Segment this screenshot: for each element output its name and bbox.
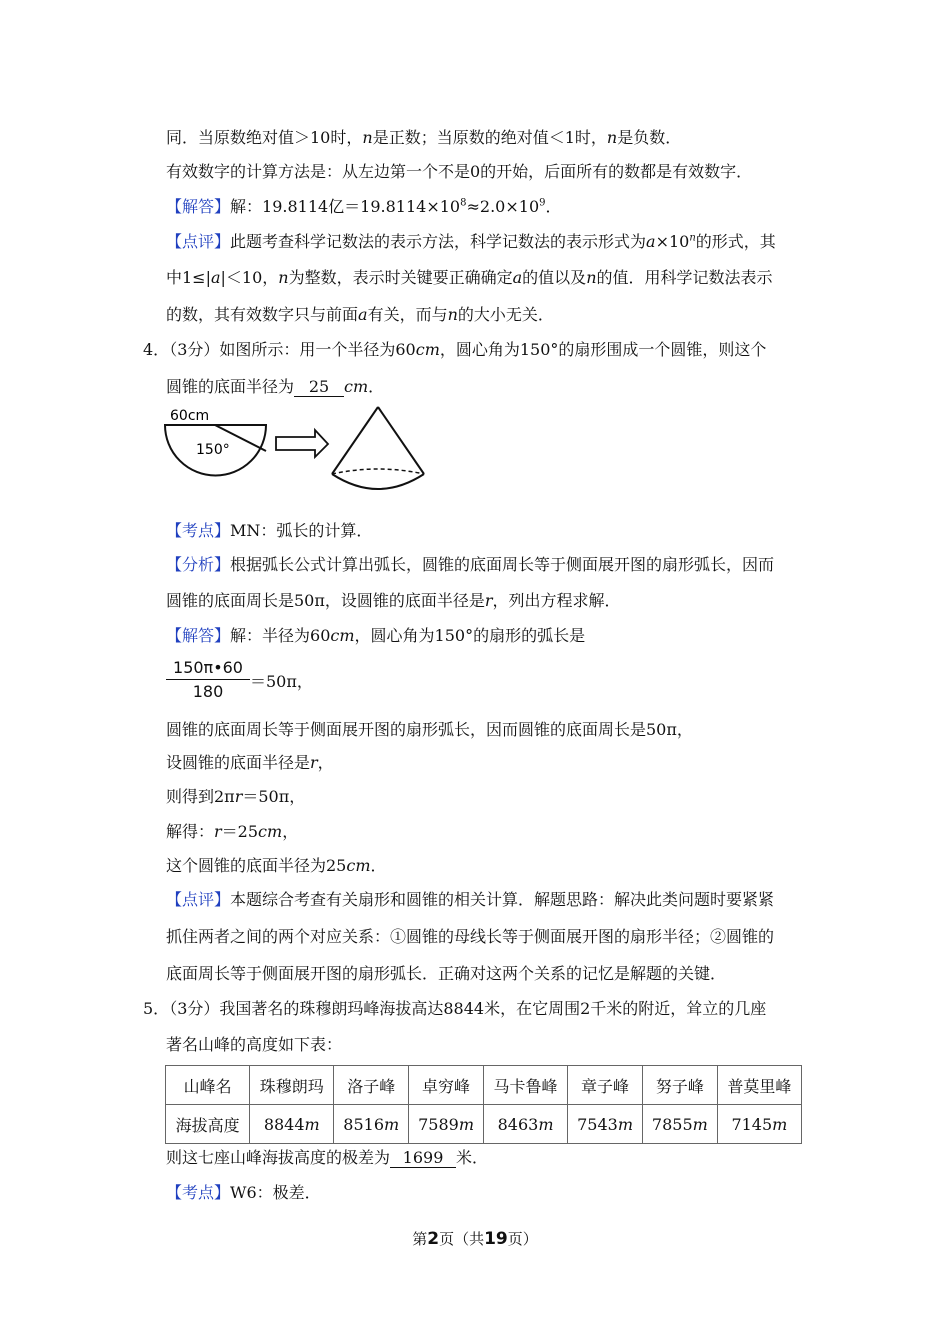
fraction-denominator: 180 xyxy=(192,682,224,701)
table-cell: 8516m xyxy=(334,1105,409,1144)
table-header-row xyxy=(166,1066,802,1105)
q4-solution-5: 则得到2πr＝50π， xyxy=(166,787,306,806)
point-tag: 【考点】 xyxy=(166,521,231,540)
arrow-icon xyxy=(276,430,328,457)
prev-line-1: 同．当原数绝对值＞10时，n是正数；当原数的绝对值＜1时，n是负数． xyxy=(166,128,682,147)
table-cell: 章子峰 xyxy=(568,1066,643,1105)
q4-answer-blank: 25 xyxy=(294,378,344,397)
q4-figure xyxy=(160,404,435,496)
answer-tag: 【解答】 xyxy=(166,626,231,645)
prev-comment-2: 中1≤|a|＜10，n为整数，表示时关键要正确确定a的值以及n的值．用科学记数法表示 xyxy=(166,268,773,287)
table-cell: 马卡鲁峰 xyxy=(483,1066,567,1105)
table-cell: 8844m xyxy=(250,1105,334,1144)
table-cell: 7855m xyxy=(642,1105,717,1144)
q4-fraction xyxy=(166,658,250,701)
prev-answer: 【解答】解：19.8114亿$=19.8114\times 10^8\approx 2.0\times 10^9$． xyxy=(166,197,562,216)
q5-answer-blank: 1699 xyxy=(390,1149,456,1168)
prev-comment-3: 的数，其有效数字只与前面a有关，而与n的大小无关． xyxy=(166,305,554,324)
table-cell: 7145m xyxy=(717,1105,801,1144)
table-cell: 7589m xyxy=(409,1105,484,1144)
cone-left-edge xyxy=(332,407,378,474)
fraction-numerator: 150π•60 xyxy=(166,658,250,680)
q5-stem-2: 著名山峰的高度如下表： xyxy=(166,1035,343,1054)
answer-tag: 【解答】 xyxy=(166,197,231,216)
table-cell: 8463m xyxy=(483,1105,567,1144)
q4-stem-2: 圆锥的底面半径为 25 cm． xyxy=(166,377,385,396)
prev-comment-1: 【点评】此题考查科学记数法的表示方法，科学记数法的表示形式为$a\times 10^n$的形式，其 xyxy=(166,232,776,251)
page-number: 2 xyxy=(427,1229,440,1249)
peak-height-table xyxy=(165,1065,802,1144)
q4-fraction-result: ＝50π， xyxy=(250,672,313,691)
comment-tag: 【点评】 xyxy=(166,890,231,909)
q5-point: 【考点】W6：极差． xyxy=(166,1183,321,1202)
q5-stem-1: 5．（3分）我国著名的珠穆朗玛峰海拔高达8844米，在它周围2千米的附近，耸立的几座 xyxy=(143,999,767,1018)
cone-base-hidden xyxy=(332,469,424,474)
table-cell: 珠穆朗玛 xyxy=(250,1066,334,1105)
q4-comment-3: 底面周长等于侧面展开图的扇形弧长．正确对这两个关系的记忆是解题的关键． xyxy=(166,964,727,983)
comment-tag: 【点评】 xyxy=(166,232,231,251)
table-cell: 卓穷峰 xyxy=(409,1066,484,1105)
page-footer: 第2页（共19页） xyxy=(412,1229,538,1249)
angle-label: 150° xyxy=(196,442,230,458)
q4-stem-1: 4．（3分）如图所示：用一个半径为60cm，圆心角为150°的扇形围成一个圆锥，则这个 xyxy=(143,340,767,359)
point-tag: 【考点】 xyxy=(166,1183,231,1202)
prev-line-2: 有效数字的计算方法是：从左边第一个不是0的开始，后面所有的数都是有效数字． xyxy=(166,162,753,181)
q4-solution-4: 设圆锥的底面半径是r， xyxy=(166,753,334,772)
q4-analysis-2: 圆锥的底面周长是50π，设圆锥的底面半径是r，列出方程求解． xyxy=(166,591,621,610)
q4-solution-6: 解得：r＝25cm， xyxy=(166,822,299,841)
cone-base-front xyxy=(332,474,424,489)
table-cell: 普莫里峰 xyxy=(717,1066,801,1105)
q4-comment-2: 抓住两者之间的两个对应关系：①圆锥的母线长等于侧面展开图的扇形半径；②圆锥的 xyxy=(166,927,775,946)
total-pages: 19 xyxy=(484,1229,508,1249)
q5-result: 则这七座山峰海拔高度的极差为 1699 米． xyxy=(166,1148,489,1167)
table-cell: 7543m xyxy=(568,1105,643,1144)
q4-comment-1: 【点评】本题综合考查有关扇形和圆锥的相关计算．解题思路：解决此类问题时要紧紧 xyxy=(166,890,775,909)
table-cell: 努子峰 xyxy=(642,1066,717,1105)
radius-label: 60cm xyxy=(170,408,210,424)
table-cell: 山峰名 xyxy=(166,1066,250,1105)
cone-right-edge xyxy=(378,407,424,474)
analysis-tag: 【分析】 xyxy=(166,555,231,574)
q4-solution-1: 【解答】解：半径为60cm，圆心角为150°的扇形的弧长是 xyxy=(166,626,586,645)
table-cell: 海拔高度 xyxy=(166,1105,250,1144)
table-row xyxy=(166,1105,802,1144)
q4-solution-3: 圆锥的底面周长等于侧面展开图的扇形弧长，因而圆锥的底面周长是50π， xyxy=(166,720,693,739)
q4-solution-7: 这个圆锥的底面半径为25cm． xyxy=(166,856,387,875)
q4-analysis-1: 【分析】根据弧长公式计算出弧长，圆锥的底面周长等于侧面展开图的扇形弧长，因而 xyxy=(166,555,775,574)
q4-point: 【考点】MN：弧长的计算． xyxy=(166,521,373,540)
table-cell: 洛子峰 xyxy=(334,1066,409,1105)
